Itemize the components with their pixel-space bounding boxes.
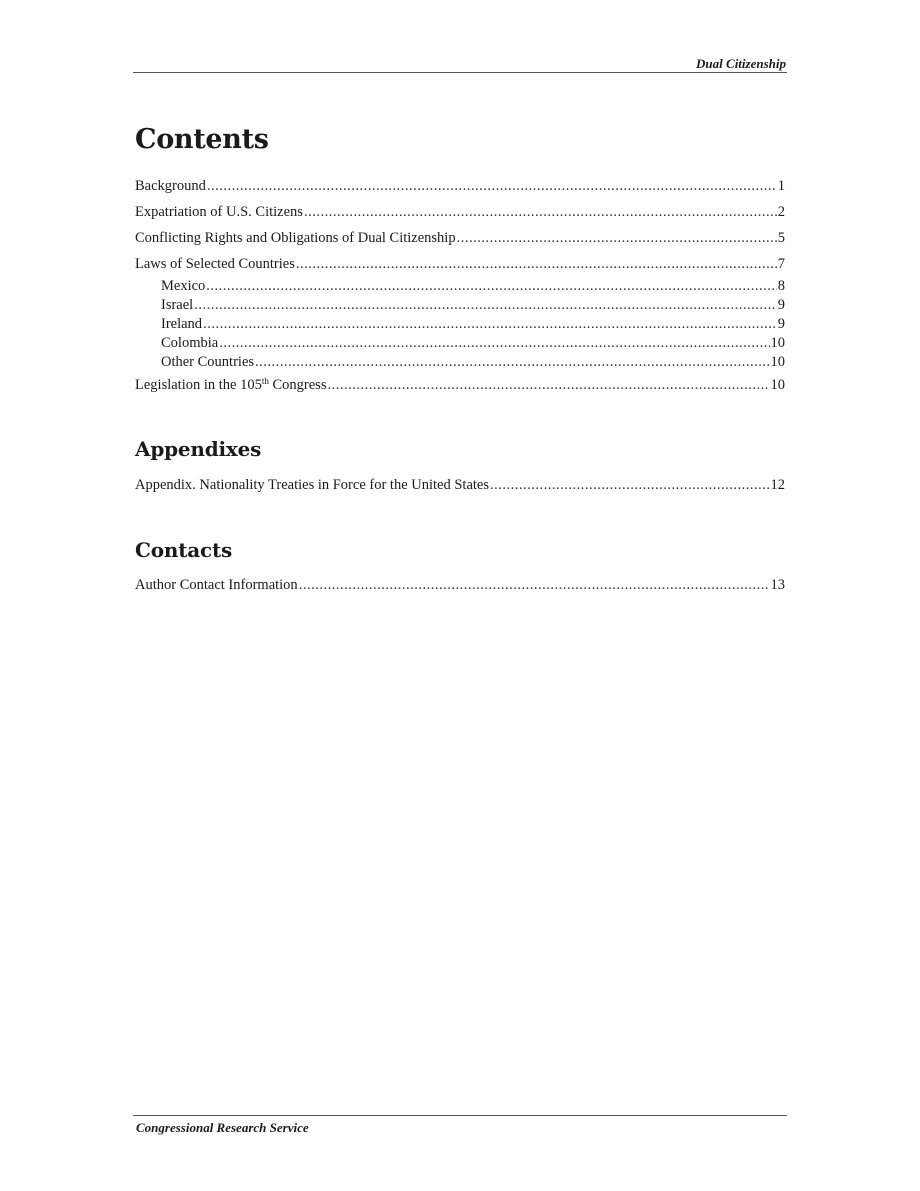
toc-entry-label: Laws of Selected Countries	[135, 256, 295, 272]
toc-leader-dots	[207, 177, 777, 195]
contacts-heading: Contacts	[135, 538, 233, 562]
toc-entry-page: 1	[777, 178, 785, 194]
toc-leader-dots	[304, 203, 777, 221]
header-rule	[133, 72, 787, 73]
toc-entry-page: 12	[770, 477, 785, 493]
toc-leader-dots	[255, 353, 769, 371]
toc-leader-dots	[299, 576, 770, 594]
toc-entry-israel[interactable]	[161, 296, 785, 314]
toc-entry-label: Ireland	[161, 316, 203, 332]
toc-entry-conflicting-rights[interactable]	[135, 229, 785, 247]
toc-entry-label: Expatriation of U.S. Citizens	[135, 204, 303, 220]
toc-entry-label: Background	[135, 178, 206, 194]
toc-leader-dots	[457, 229, 777, 247]
toc-entry-author-contact[interactable]	[135, 576, 785, 594]
toc-entry-label	[135, 376, 326, 394]
toc-entry-label: Author Contact Information	[135, 577, 298, 593]
toc-entry-background[interactable]	[135, 177, 785, 195]
toc-label-prefix: Legislation in the 105	[135, 377, 262, 393]
toc-entry-legislation[interactable]	[135, 376, 785, 394]
toc-leader-dots	[327, 376, 769, 394]
toc-entry-label: Conflicting Rights and Obligations of Dual Citizenship	[135, 230, 456, 246]
toc-entry-page: 2	[777, 204, 785, 220]
toc-entry-other-countries[interactable]	[161, 353, 785, 371]
toc-entry-page: 10	[770, 377, 785, 393]
toc-label-suffix: Congress	[268, 377, 327, 393]
toc-leader-dots	[219, 334, 769, 352]
toc-entry-label: Appendix. Nationality Treaties in Force for the United States	[135, 477, 489, 493]
footer-rule	[133, 1115, 787, 1116]
toc-entry-laws-selected-countries[interactable]	[135, 255, 785, 273]
toc-leader-dots	[296, 255, 777, 273]
contents-heading: Contents	[135, 124, 269, 155]
toc-entry-page: 5	[777, 230, 785, 246]
toc-entry-label: Colombia	[161, 335, 219, 351]
running-header: Dual Citizenship	[696, 56, 786, 71]
toc-entry-page: 13	[770, 577, 785, 593]
toc-leader-dots	[203, 315, 777, 333]
running-footer: Congressional Research Service	[136, 1120, 309, 1135]
toc-leader-dots	[206, 277, 776, 295]
appendixes-heading: Appendixes	[135, 437, 262, 461]
toc-entry-page: 7	[777, 256, 785, 272]
toc-entry-appendix-treaties[interactable]	[135, 476, 785, 494]
toc-entry-ireland[interactable]	[161, 315, 785, 333]
toc-entry-colombia[interactable]	[161, 334, 785, 352]
toc-entry-page: 9	[777, 297, 785, 313]
toc-entry-mexico[interactable]	[161, 277, 785, 295]
toc-leader-dots	[490, 476, 770, 494]
toc-label-superscript: th	[261, 376, 269, 386]
toc-entry-label: Israel	[161, 297, 194, 313]
toc-entry-label: Mexico	[161, 278, 206, 294]
toc-entry-page: 10	[770, 354, 785, 370]
toc-entry-label: Other Countries	[161, 354, 255, 370]
toc-entry-expatriation[interactable]	[135, 203, 785, 221]
toc-entry-page: 9	[777, 316, 785, 332]
toc-entry-page: 10	[770, 335, 785, 351]
toc-entry-page: 8	[777, 278, 785, 294]
toc-leader-dots	[194, 296, 777, 314]
